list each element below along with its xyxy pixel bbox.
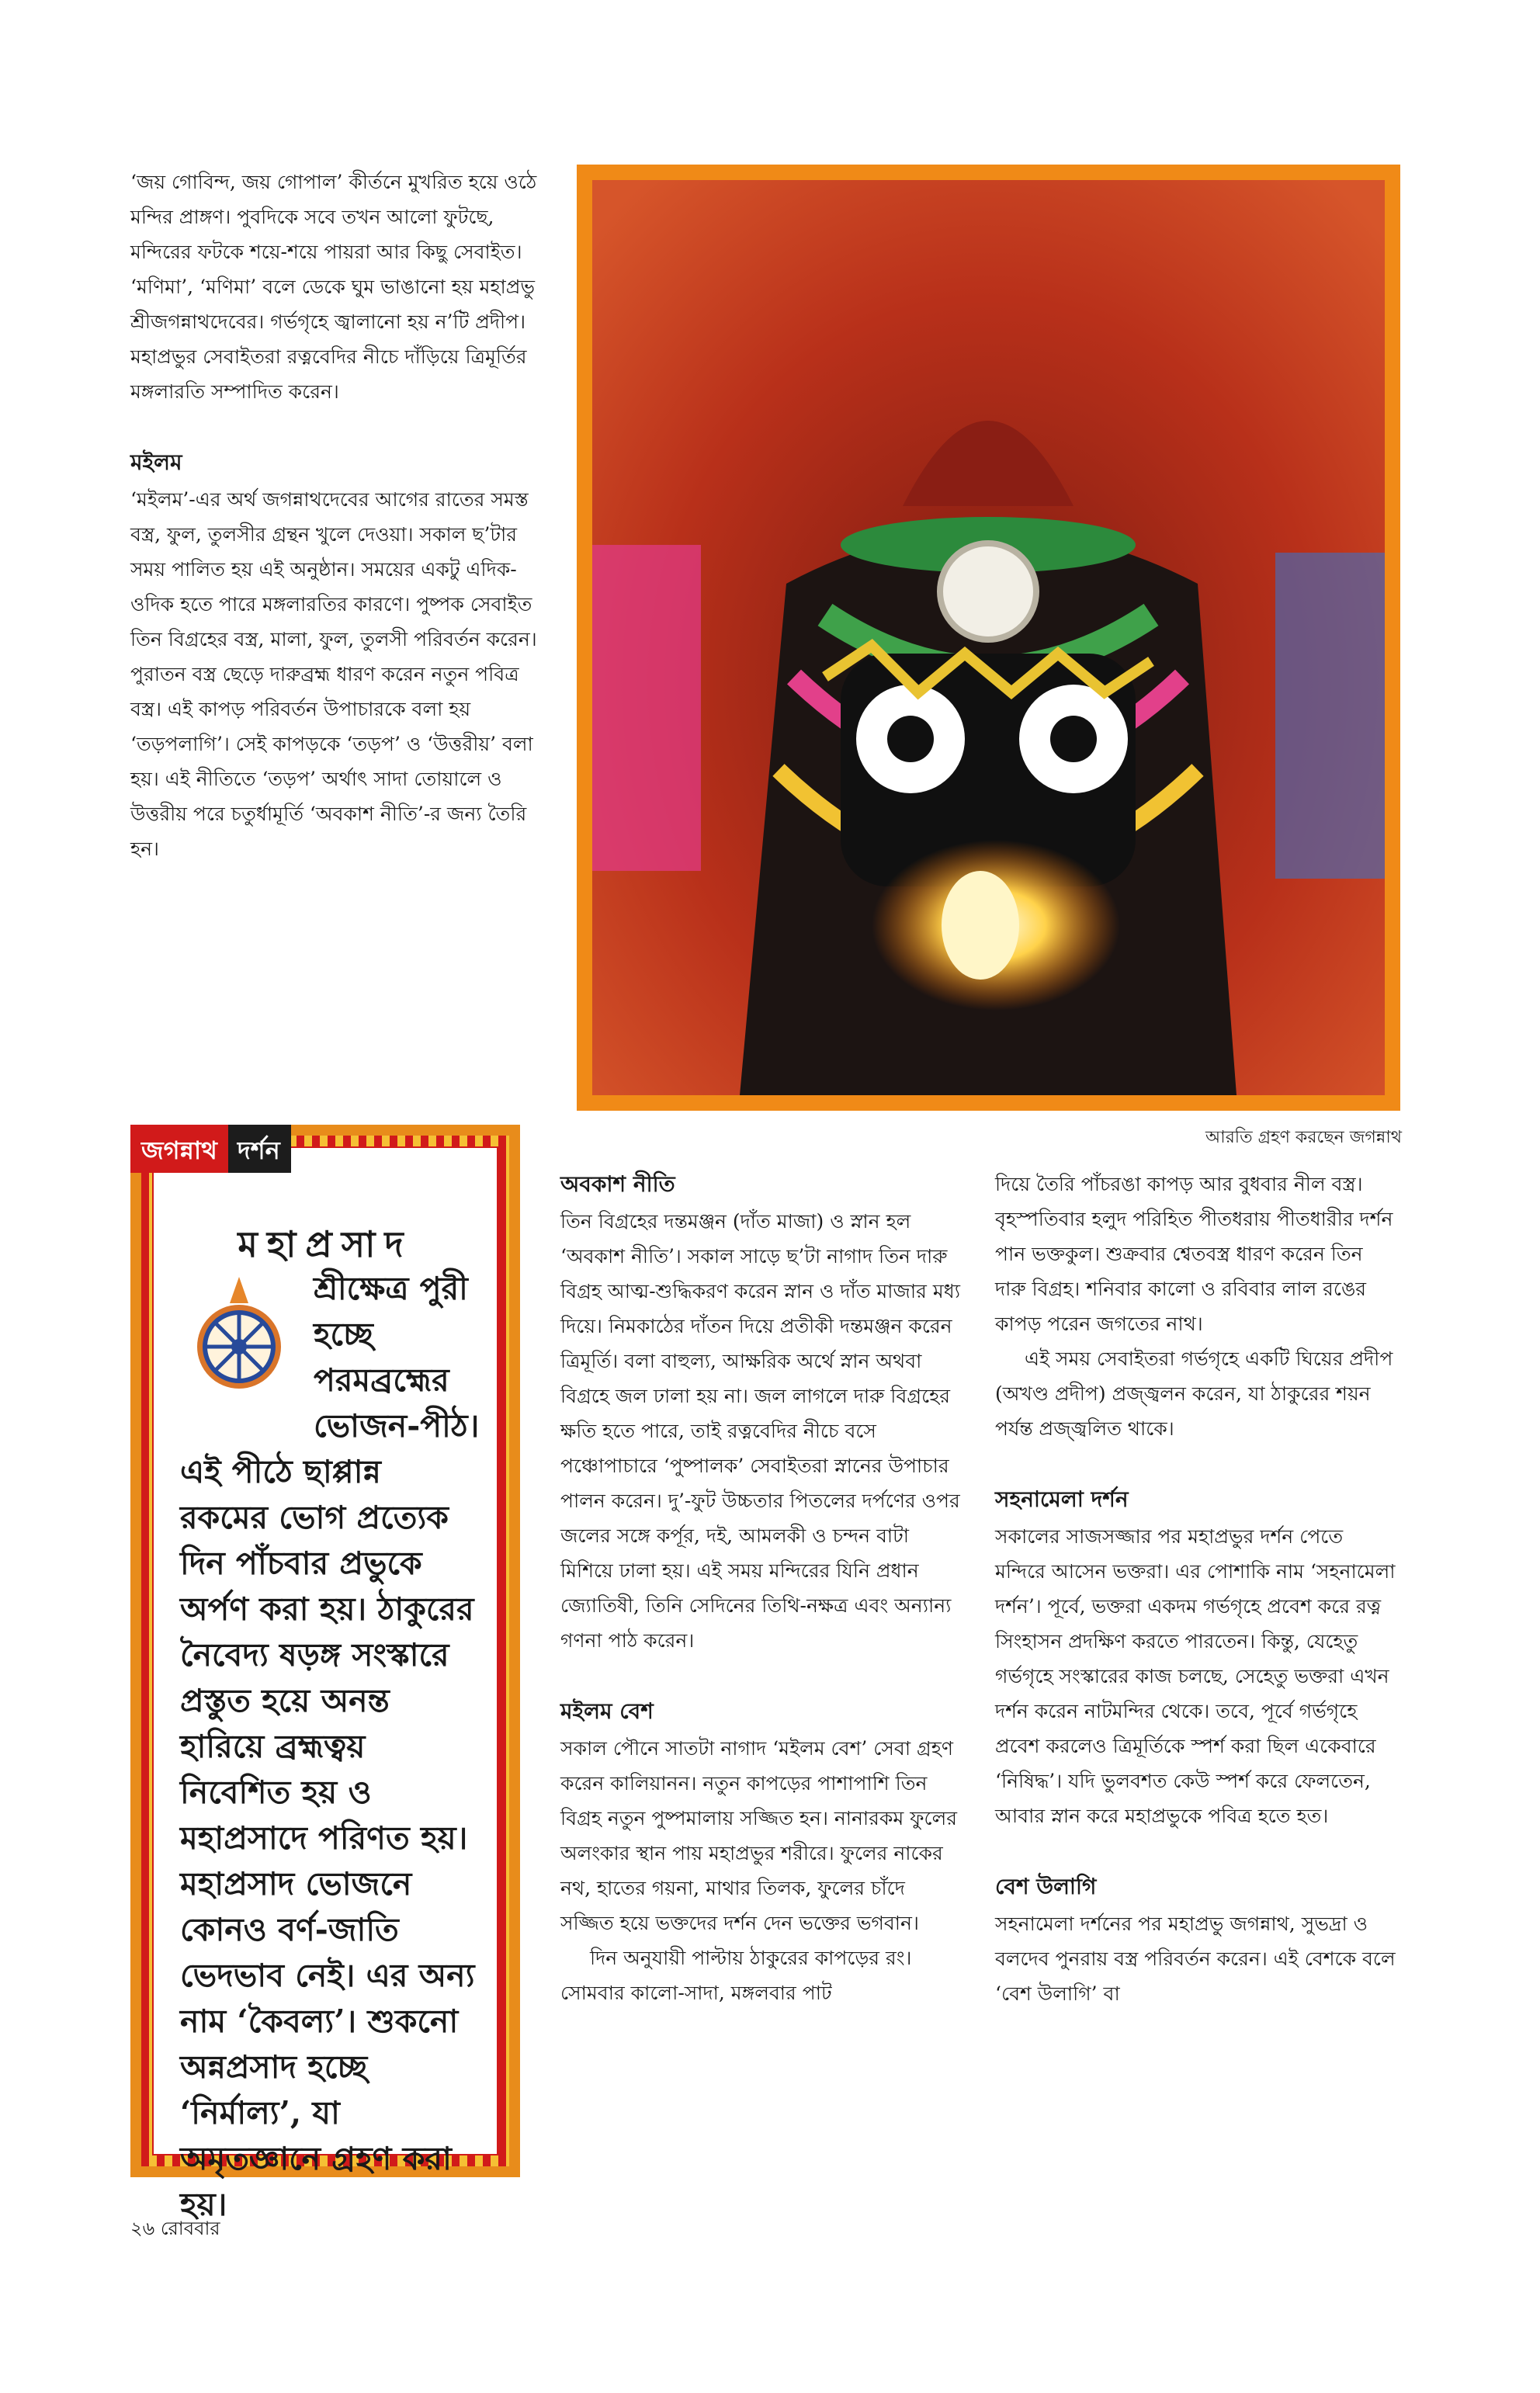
mailam-heading: মইলম <box>130 449 182 475</box>
abakash-heading: অবকাশ নীতি <box>560 1171 675 1197</box>
series-tag-part2: দর্শন <box>228 1125 291 1173</box>
sahanamela-heading: সহনামেলা দর্শন <box>995 1486 1129 1512</box>
box-inner-panel <box>152 1146 498 2223</box>
deity-illustration <box>592 180 1385 1095</box>
col4-lamp-paragraph: এই সময় সেবাইতরা গর্ভগৃহে একটি ঘিয়ের প্রদীপ (অখণ্ড প্রদীপ) প্রজ্জ্বলন করেন, যা ঠাকুরের শয়ন পর্যন্ত প্রজ্জ্বলিত থাকে। <box>995 1347 1393 1440</box>
mailam-besh-body-2: দিন অনুযায়ী পাল্টায় ঠাকুরের কাপড়ের রং। সোমবার কালো-সাদা, মঙ্গলবার পাট <box>560 1947 912 2004</box>
jagannath-aarti-photo <box>577 165 1400 1111</box>
col4-continued: দিয়ে তৈরি পাঁচরঙা কাপড় আর বুধবার নীল বস্ত্র। বৃহস্পতিবার হলুদ পরিহিত পীতধরায় পীতধারীর দর্শন পান ভক্তকুল। শুক্রবার শ্বেতবস্ত্র ধারণ করেন তিন দারু বিগ্রহ। শনিবার কালো ও রবিবার লাল রঙের কাপড় পরেন জগতের নাথ। <box>995 1173 1393 1335</box>
sahanamela-body: সকালের সাজসজ্জার পর মহাপ্রভুর দর্শন পেতে মন্দিরে আসেন ভক্তরা। এর পোশাকি নাম ‘সহনামেলা দর্শন’। পূর্বে, ভক্তরা একদম গর্ভগৃহে প্রবেশ করে রত্ন সিংহাসন প্রদক্ষিণ করতে পারতেন। কিন্তু, যেহেতু গর্ভগৃহে সংস্কারের কাজ চলছে, সেহেতু ভক্তরা এখন দর্শন করেন নাটমন্দির থেকে। তবে, পূর্বে গর্ভগৃহে প্রবেশ করলেও ত্রিমূর্তিকে স্পর্শ করা ছিল একেবারে ‘নিষিদ্ধ’। যদি ভুলবশত কেউ স্পর্শ করে ফেলতেন, আবার স্নান করে মহাপ্রভুকে পবিত্র হতে হত। <box>995 1525 1396 1827</box>
mailam-besh-body: সকাল পৌনে সাতটা নাগাদ ‘মইলম বেশ’ সেবা গ্রহণ করেন কালিয়ানন। নতুন কাপড়ের পাশাপাশি তিন বিগ্রহ নতুন পুষ্পমালায় সজ্জিত হন। নানারকম ফুলের অলংকার স্থান পায় মহাপ্রভুর শরীরে। ফুলের নাকের নথ, হাতের গয়না, মাথার তিলক, ফুলের চাঁদে সজ্জিত হয়ে ভক্তদের দর্শন দেন ভক্তের ভগবান। <box>560 1737 957 1934</box>
series-tag-part1: জগন্নাথ <box>130 1125 228 1173</box>
box-body-text: শ্রীক্ষেত্র পুরী হচ্ছে পরমব্রহ্মের ভোজন-পীঠ। এই পীঠে ছাপ্পান্ন রকমের ভোগ প্রত্যেক দিন পাঁচবার প্রভুকে অর্পণ করা হয়। ঠাকুরের নৈবেদ্য ষড়ঙ্গ সংস্কারে প্রস্তুত হয়ে অনন্ত হারিয়ে ব্রহ্মত্বয় নিবেশিত হয় ও মহাপ্রসাদে পরিণত হয়। মহাপ্রসাদ ভোজনে কোনও বর্ণ-জাতি ভেদভাব নেই। এর অন্য নাম ‘কৈবল্য’। শুকনো অন্নপ্রসাদ হচ্ছে ‘নির্মাল্য’, যা অমৃতজ্ঞানে গ্রহণ করা হয়। <box>180 1270 480 2223</box>
besh-ulagi-body: সহনামেলা দর্শনের পর মহাপ্রভু জগন্নাথ, সুভদ্রা ও বলদেব পুনরায় বস্ত্র পরিবর্তন করেন। এই বেশকে বলে ‘বেশ উলাগি’ বা <box>995 1913 1396 2005</box>
abakash-body: তিন বিগ্রহের দন্তমঞ্জন (দাঁত মাজা) ও স্নান হল ‘অবকাশ নীতি’। সকাল সাড়ে ছ’টা নাগাদ তিন দারু বিগ্রহ আত্ম-শুদ্ধিকরণ করেন স্নান ও দাঁত মাজার মধ্য দিয়ে। নিমকাঠের দাঁতন দিয়ে প্রতীকী দন্তমঞ্জন করেন ত্রিমূর্তি। বলা বাহুল্য, আক্ষরিক অর্থে স্নান অথবা বিগ্রহে জল ঢালা হয় না। জল লাগলে দারু বিগ্রহের ক্ষতি হতে পারে, তাই রত্নবেদির নীচে বসে পঞ্চোপাচারে ‘পুষ্পালক’ সেবাইতরা স্নানের উপাচার পালন করেন। দু’-ফুট উচ্চতার পিতলের দর্পণের ওপর জলের সঙ্গে কর্পূর, দই, আমলকী ও চন্দন বাটা মিশিয়ে ঢালা হয়। এই সময় মন্দিরের যিনি প্রধান জ্যোতিষী, তিনি সেদিনের তিথি-নক্ষত্র এবং অন্যান্য গণনা পাঠ করেন। <box>560 1210 961 1652</box>
middle-column <box>560 1167 962 2010</box>
besh-ulagi-heading: বেশ উলাগি <box>995 1874 1097 1899</box>
right-column <box>995 1167 1399 2011</box>
mahaprasad-box <box>130 1125 520 2223</box>
intro-column <box>130 165 543 866</box>
box-title: মহাপ্রসাদ <box>238 1223 413 1265</box>
intro-paragraph: ‘জয় গোবিন্দ, জয় গোপাল’ কীর্তনে মুখরিত হয়ে ওঠে মন্দির প্রাঙ্গণ। পুবদিকে সবে তখন আলো ফুটছে, মন্দিরের ফটকে শয়ে-শয়ে পায়রা আর কিছু সেবাইত। ‘মণিমা’, ‘মণিমা’ বলে ডেকে ঘুম ভাঙানো হয় মহাপ্রভু শ্রীজগন্নাথদেবের। গর্ভগৃহে জ্বালানো হয় ন’টি প্রদীপ। মহাপ্রভুর সেবাইতরা রত্নবেদির নীচে দাঁড়িয়ে ত্রিমূর্তির মঙ্গলারতি সম্পাদিত করেন। <box>130 171 537 403</box>
mailam-body: ‘মইলম’-এর অর্থ জগন্নাথদেবের আগের রাতের সমস্ত বস্ত্র, ফুল, তুলসীর গ্রন্থন খুলে দেওয়া। সকাল ছ’টার সময় পালিত হয় এই অনুষ্ঠান। সময়ের একটু এদিক-ওদিক হতে পারে মঙ্গলারতির কারণে। পুষ্পক সেবাইত তিন বিগ্রহের বস্ত্র, মালা, ফুল, তুলসী পরিবর্তন করেন। পুরাতন বস্ত্র ছেড়ে দারুব্রহ্ম ধারণ করেন নতুন পবিত্র বস্ত্র। এই কাপড় পরিবর্তন উপাচারকে বলা হয় ‘তড়পলাগি’। সেই কাপড়কে ‘তড়প’ ও ‘উত্তরীয়’ বলা হয়। এই নীতিতে ‘তড়প’ অর্থাৎ সাদা তোয়ালে ও উত্তরীয় পরে চতুর্ধামূর্তি ‘অবকাশ নীতি’-র জন্য তৈরি হন। <box>130 488 537 860</box>
photo-caption: আরতি গ্রহণ করছেন জগন্নাথ <box>1205 1128 1402 1147</box>
page-footer: ২৬ রোববার <box>130 2218 220 2239</box>
box-body <box>180 1266 480 2228</box>
series-tag <box>130 1125 291 1173</box>
mailam-besh-heading: মইলম বেশ <box>560 1698 654 1724</box>
